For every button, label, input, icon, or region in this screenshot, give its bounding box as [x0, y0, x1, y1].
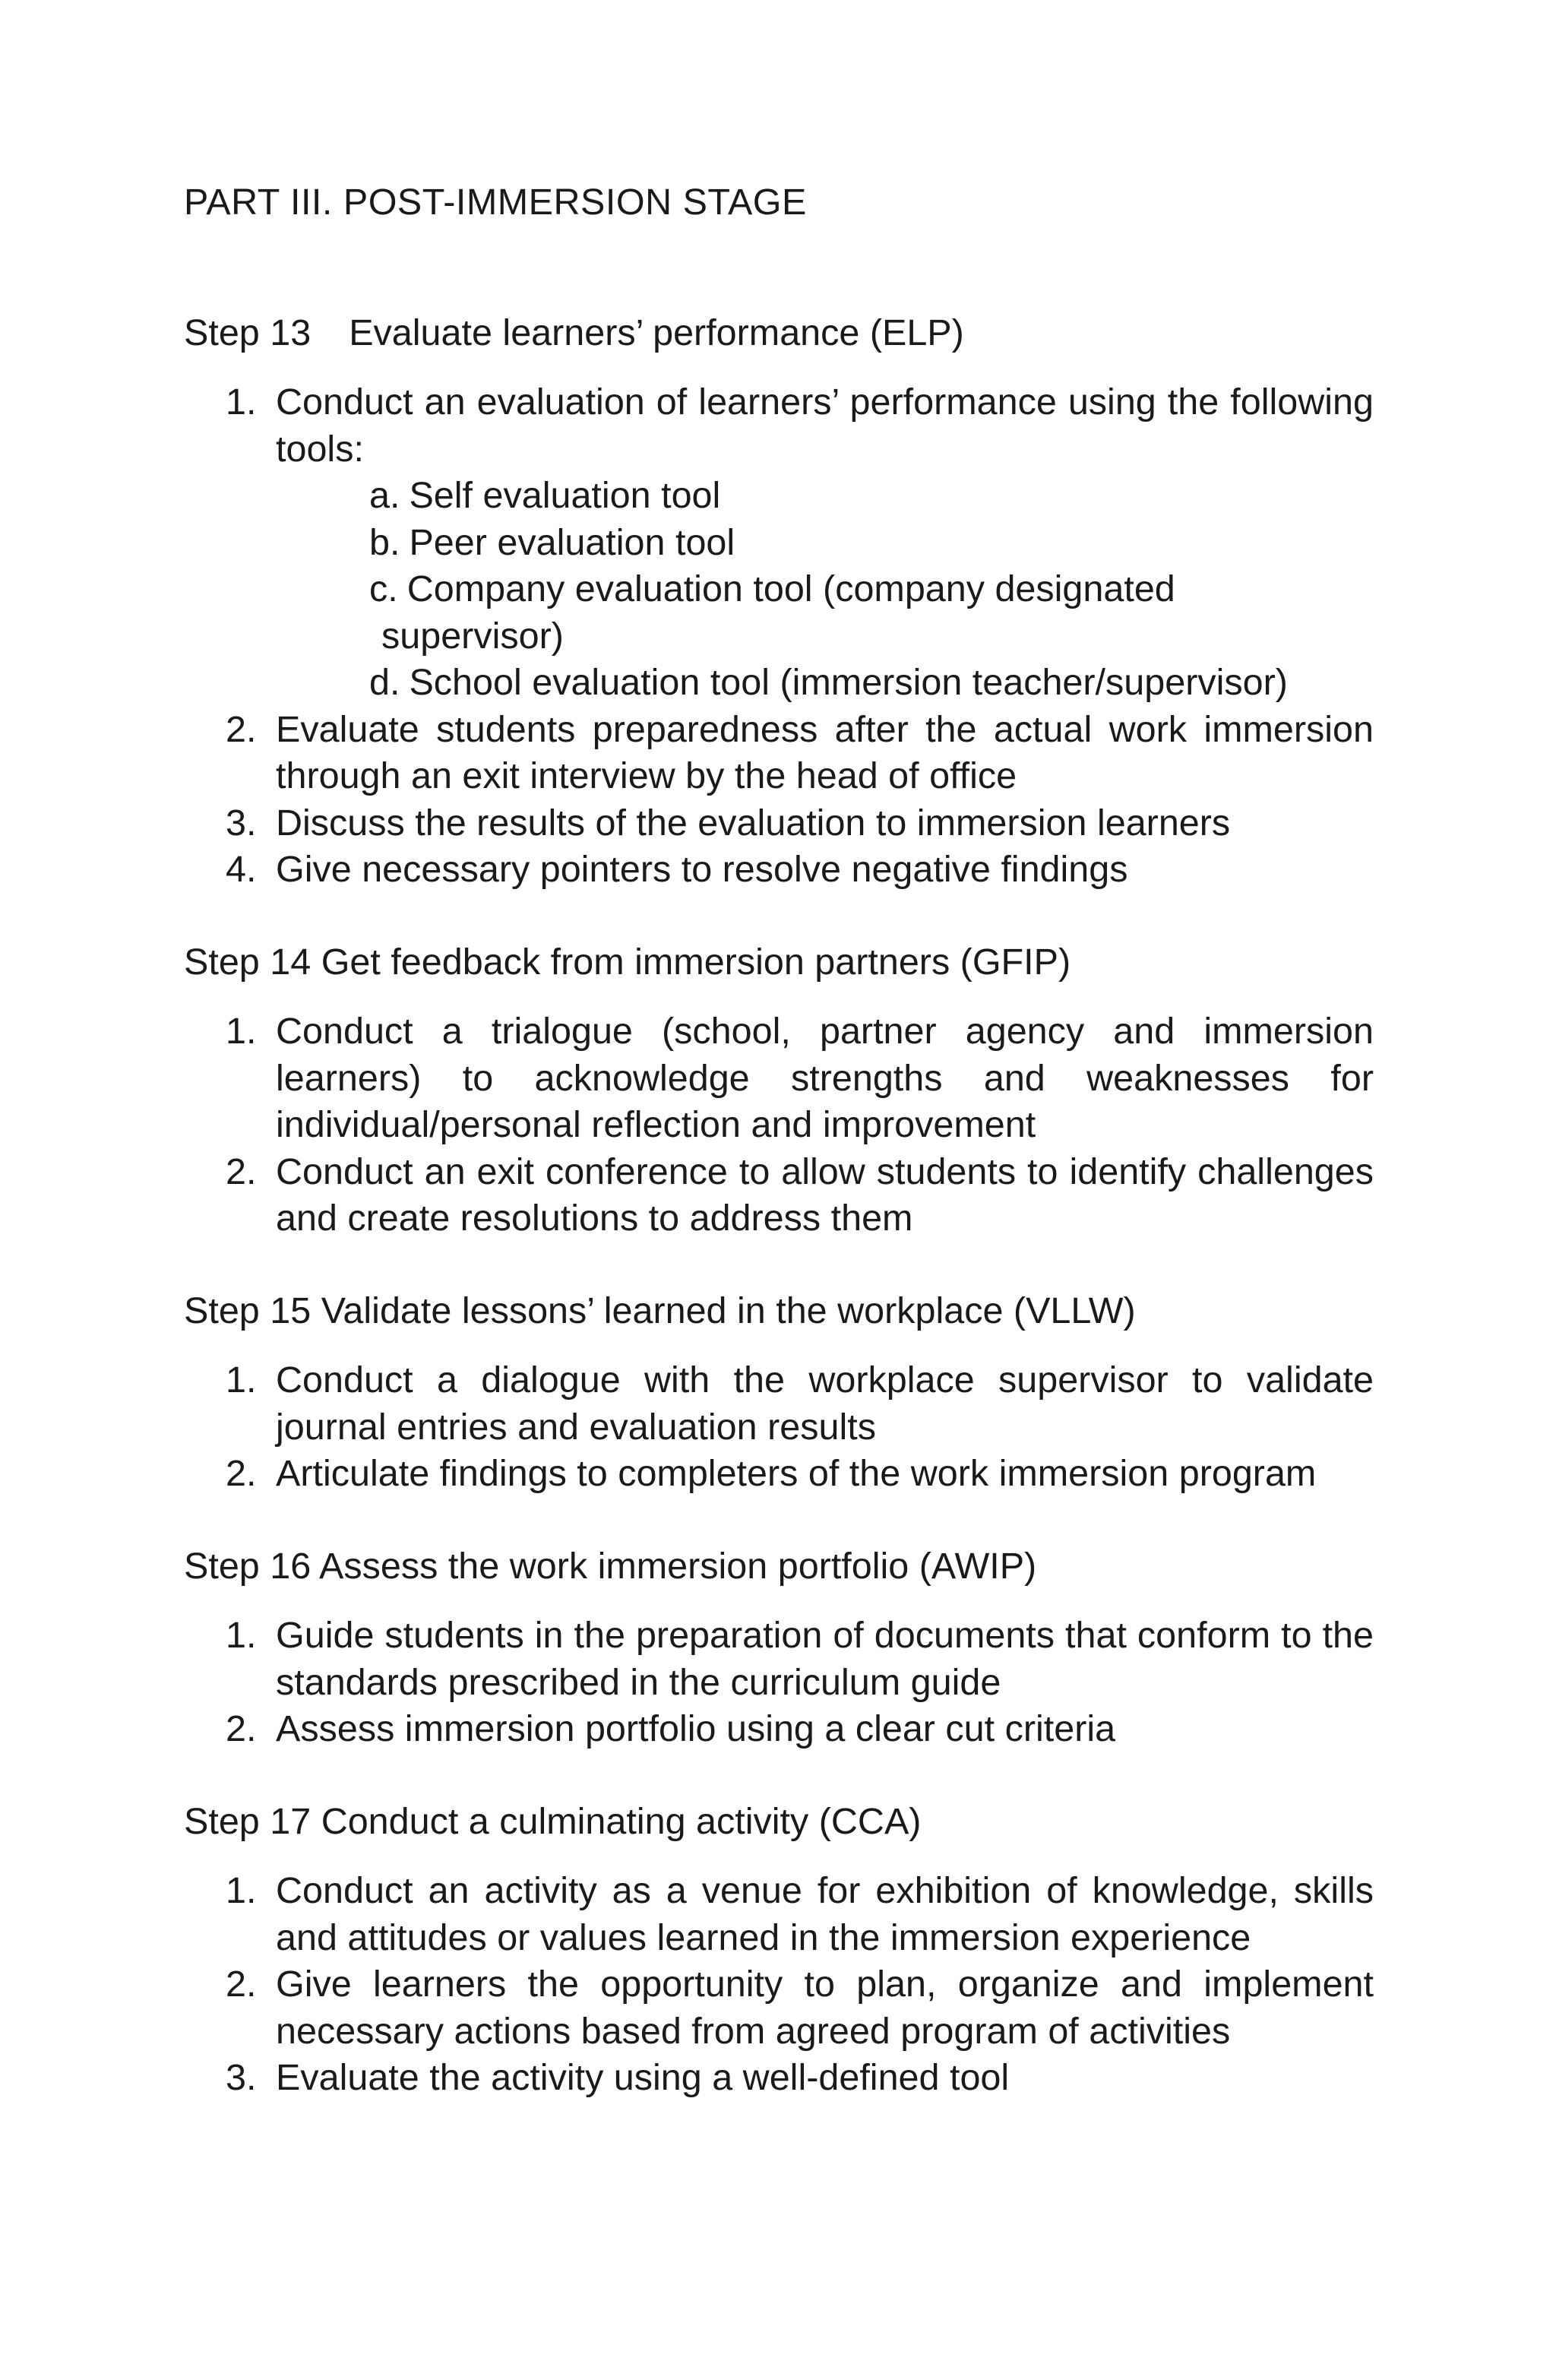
list-item	[184, 847, 1374, 894]
sub-list	[276, 473, 1374, 707]
step-title: Conduct a culminating activity (CCA)	[321, 1800, 922, 1842]
list-item	[184, 800, 1374, 847]
item-number: 1.	[226, 1615, 257, 1656]
item-text: Conduct a trialogue (school, partner agency and immersion learners) to acknowledge strengths and weaknesses for individual/personal reflection and improvement	[276, 1011, 1374, 1145]
item-number: 1.	[226, 1011, 257, 1052]
step-label: Step 16	[184, 1545, 312, 1587]
item-number: 1.	[226, 381, 257, 423]
item-text: Guide students in the preparation of documents that conform to the standards prescribed in the curriculum guide	[276, 1615, 1374, 1703]
sub-item	[369, 473, 1374, 520]
sub-item-letter: d.	[369, 662, 400, 703]
step-items	[184, 1357, 1374, 1498]
item-number: 3.	[226, 802, 257, 843]
step-heading	[184, 1799, 1374, 1846]
item-text: Conduct an activity as a venue for exhibition of knowledge, skills and attitudes or values learned in the immersion experience	[276, 1870, 1374, 1958]
item-text: Conduct an exit conference to allow students to identify challenges and create resolutions to address them	[276, 1150, 1374, 1239]
item-text: Give learners the opportunity to plan, organize and implement necessary actions based from agreed program of activities	[276, 1964, 1374, 2052]
step-items	[184, 379, 1374, 894]
step-items	[184, 1613, 1374, 1753]
step-heading	[184, 310, 1374, 357]
list-item	[184, 707, 1374, 800]
step-17	[184, 1799, 1374, 2102]
step-title: Validate lessons’ learned in the workplace (VLLW)	[321, 1290, 1136, 1331]
sub-item-letter: c.	[369, 568, 398, 609]
step-items	[184, 1008, 1374, 1242]
item-number: 4.	[226, 849, 257, 890]
step-label: Step 15	[184, 1290, 312, 1331]
item-number: 2.	[226, 1453, 257, 1494]
step-label: Step 14	[184, 941, 312, 983]
step-items	[184, 1868, 1374, 2102]
step-label: Step 13	[184, 312, 312, 353]
list-item	[184, 1961, 1374, 2055]
sub-item-text: Self evaluation tool	[409, 475, 721, 516]
step-14	[184, 939, 1374, 1242]
list-item	[184, 1451, 1374, 1498]
list-item	[184, 1008, 1374, 1149]
list-item	[184, 1868, 1374, 1961]
sub-item	[369, 566, 1374, 660]
step-title: Assess the work immersion portfolio (AWIP)	[319, 1545, 1037, 1587]
list-item	[184, 1706, 1374, 1753]
item-number: 2.	[226, 708, 257, 750]
list-item	[184, 2055, 1374, 2102]
item-text: Articulate findings to completers of the work immersion program	[276, 1453, 1317, 1494]
item-number: 3.	[226, 2057, 257, 2098]
step-title: Get feedback from immersion partners (GFIP)	[321, 941, 1071, 983]
step-16	[184, 1543, 1374, 1753]
list-item	[184, 1149, 1374, 1242]
item-text: Give necessary pointers to resolve negative findings	[276, 849, 1128, 890]
step-13	[184, 310, 1374, 894]
step-heading	[184, 939, 1374, 986]
item-number: 2.	[226, 1150, 257, 1192]
sub-item-letter: a.	[369, 475, 400, 516]
item-text: Discuss the results of the evaluation to immersion learners	[276, 802, 1231, 843]
sub-item	[369, 520, 1374, 567]
sub-item-text: Company evaluation tool (company designated	[406, 568, 1175, 609]
item-number: 2.	[226, 1708, 257, 1749]
step-15	[184, 1288, 1374, 1498]
step-label: Step 17	[184, 1800, 312, 1842]
item-number: 2.	[226, 1964, 257, 2005]
item-number: 1.	[226, 1870, 257, 1911]
sub-item-text: Peer evaluation tool	[409, 521, 735, 563]
sub-item-text: School evaluation tool (immersion teacher/supervisor)	[409, 662, 1288, 703]
sub-item-continuation: supervisor)	[381, 615, 564, 657]
item-text: Evaluate students preparedness after the actual work immersion through an exit interview by the head of office	[276, 708, 1374, 796]
item-text: Conduct an evaluation of learners’ performance using the following tools:	[276, 381, 1374, 470]
sub-item	[369, 660, 1374, 707]
part-title: PART III. POST-IMMERSION STAGE	[184, 182, 807, 223]
document-page	[184, 179, 1374, 2102]
item-number: 1.	[226, 1359, 257, 1400]
step-heading	[184, 1543, 1374, 1590]
step-heading	[184, 1288, 1374, 1335]
list-item	[184, 379, 1374, 707]
step-title: Evaluate learners’ performance (ELP)	[349, 312, 964, 353]
list-item	[184, 1357, 1374, 1451]
item-text: Conduct a dialogue with the workplace supervisor to validate journal entries and evaluation results	[276, 1359, 1374, 1448]
sub-item-letter: b.	[369, 521, 400, 563]
list-item	[184, 1613, 1374, 1706]
item-text: Evaluate the activity using a well-defined tool	[276, 2057, 1010, 2098]
item-text: Assess immersion portfolio using a clear cut criteria	[276, 1708, 1116, 1749]
